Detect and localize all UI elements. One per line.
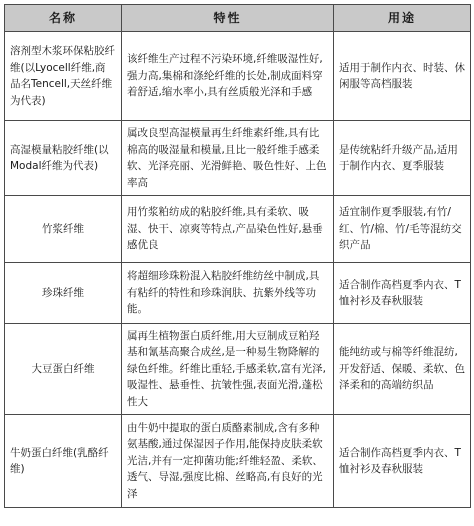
fiber-usage-cell: 能纯纺或与棉等纤维混纺,开发舒适、保暖、柔软、色泽柔和的高端纺织品	[334, 324, 471, 415]
fiber-usage-cell: 适用于制作内衣、时装、休闲服等高档服装	[334, 32, 471, 121]
table-row	[5, 324, 471, 415]
fiber-name-cell: 竹浆纤维	[5, 196, 122, 263]
table-row	[5, 263, 471, 324]
fiber-usage-cell: 适合制作高档夏季内衣、T恤衬衫及春秋服装	[334, 415, 471, 508]
fiber-usage-cell: 适宜制作夏季服装,有竹/红、竹/棉、竹/毛等混纺交织产品	[334, 196, 471, 263]
fiber-property-cell: 由牛奶中提取的蛋白质酪素制成,含有多种氨基酸,通过保湿因子作用,能保持皮肤柔软光洁,并有一定抑菌功能;纤维轻盈、柔软、透气、导湿,强度比棉、丝略高,有良好的光泽	[122, 415, 334, 508]
fiber-property-cell: 属再生植物蛋白质纤维,用大豆制成豆粕羟基和氰基高聚合成丝,是一种易生物降解的绿色纤维。纤维比重轻,手感柔软,富有光泽,吸湿性、悬垂性、抗皱性强,表面光滑,蓬松性大	[122, 324, 334, 415]
fiber-name-cell: 高湿模量粘胶纤维(以Modal纤维为代表)	[5, 121, 122, 196]
fiber-usage-cell: 适合制作高档夏季内衣、T恤衬衫及春秋服装	[334, 263, 471, 324]
fiber-property-cell: 用竹浆粕纺成的粘胶纤维,具有柔软、吸湿、快干、凉爽等特点,产品染色性好,悬垂感优良	[122, 196, 334, 263]
fiber-comparison-table	[4, 4, 471, 508]
fiber-property-cell: 将超细珍珠粉混入粘胶纤维纺丝中制成,具有粘纤的特性和珍珠润肤、抗紫外线等功能。	[122, 263, 334, 324]
header-property: 特性	[122, 5, 334, 32]
fiber-name-cell: 珍珠纤维	[5, 263, 122, 324]
table-row	[5, 32, 471, 121]
fiber-usage-cell: 是传统粘纤升级产品,适用于制作内衣、夏季服装	[334, 121, 471, 196]
table-row	[5, 415, 471, 508]
table-row	[5, 121, 471, 196]
header-usage: 用途	[334, 5, 471, 32]
fiber-name-cell: 大豆蛋白纤维	[5, 324, 122, 415]
fiber-property-cell: 属改良型高湿模量再生纤维素纤维,具有比棉高的吸湿量和模量,且比一般纤维手感柔软、光泽亮丽、光滑鲜艳、吸色性好、上色率高	[122, 121, 334, 196]
table-row	[5, 196, 471, 263]
table-header-row	[5, 5, 471, 32]
fiber-property-cell: 该纤维生产过程不污染环境,纤维吸湿性好,强力高,集棉和涤纶纤维的长处,制成面料穿着舒适,缩水率小,具有丝质般光泽和手感	[122, 32, 334, 121]
fiber-name-cell: 牛奶蛋白纤维(乳酪纤维)	[5, 415, 122, 508]
header-name: 名称	[5, 5, 122, 32]
fiber-name-cell: 溶剂型木浆环保粘胶纤维(以Lyocell纤维,商品名Tencell,天丝纤维为代表)	[5, 32, 122, 121]
